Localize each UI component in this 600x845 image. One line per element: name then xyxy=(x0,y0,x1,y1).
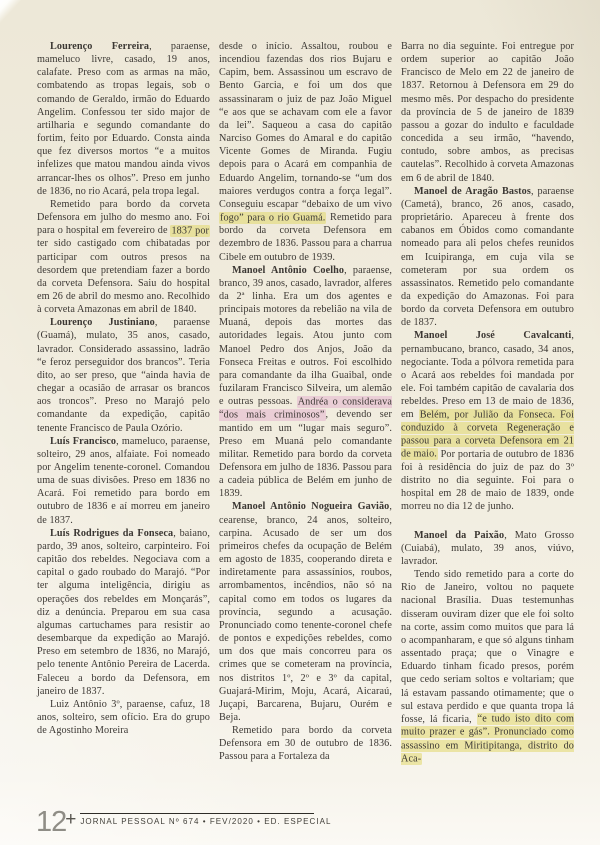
paragraph xyxy=(401,329,574,513)
text-run: , paraense (Cametá), branco, 26 anos, casado, proprietário. Apareceu à frente dos cabanos em Óbidos como comandante nomeado para ali pelos chefes reunidos em Icuipiranga, em cuja vila se cometeram por sua ordem os assassinatos. Remetido pelo comandante da expedição do Amazonas. Foi para bordo da corveta Defensora em outubro de 1837. xyxy=(401,185,574,329)
person-name: Lourenço Justiniano xyxy=(50,317,155,329)
text-run: , Mato Grosso (Cuiabá), mulato, 39 anos, viúvo, lavrador. xyxy=(401,529,575,567)
paragraph xyxy=(37,316,210,434)
paragraph xyxy=(219,724,392,763)
text-run: Luiz Antônio 3º, paraense, cafuz, 18 anos, solteiro, sem ofício. Era do grupo de Agostinho Moreira xyxy=(37,698,210,737)
text-run: desde o início. Assaltou, roubou e incendiou fazendas dos rios Bujaru e Capim, bem. Assassinou um escravo de Bento Garcia, e foi um dos que assassinaram o juiz de paz João Miguel “e aos que se achavam com ele a favor da lei”. Saqueou a casa do capitão Narciso Gomes do Amaral e do capitão Vicente Gomes de Miranda. Fugiu depois para o Acará em companhia de Eduardo Angelim, tornando-se “um dos maiores verdugos contra a força legal”. Conseguiu escapar “debaixo de um vivo xyxy=(219,41,392,210)
text-run: , mameluco, paraense, solteiro, 29 anos, alfaiate. Foi nomeado por Angelim tenente-coronel. Comandou uma de suas divisões. Preso em 1836 no Acará. Foi remetido para bordo em outubro de 1836 e aí morreu em janeiro de 1837. xyxy=(37,435,210,526)
article-columns xyxy=(37,40,574,765)
paragraph xyxy=(37,40,210,198)
person-name: Manoel José Cavalcanti xyxy=(414,330,572,342)
text-run: Por portaria de outubro de 1836 foi à residência do juiz de paz do 3º distrito no dia seguinte. Foi para o hospital em 28 de maio de 1839, onde morreu no dia 12 de junho. xyxy=(401,448,574,513)
paragraph xyxy=(219,500,392,724)
text-run: , pernambucano, branco, casado, 34 anos, negociante. Toda a pólvora remetida para o Acará aos rebeldes foi mandada por ele. Foi também capitão de cavalaria dos rebeldes. Preso em 13 de maio de 1836, em xyxy=(401,330,574,421)
person-name: Luís Francisco xyxy=(50,435,117,447)
paragraph xyxy=(401,568,574,765)
text-run: , paraense (Guamá), mulato, 35 anos, casado, lavrador. Considerado assassino, ladrão “e feroz perseguidor dos brancos”. Teria dito, ao ser preso, que “ainda havia de chegar a ocasião de arrasar os brancos aos troncos”. Preso no Marajó pelo comandante da expedição, capitão tenente Francisco de Paula Ozório. xyxy=(37,317,210,434)
page-number-plus-mark: + xyxy=(65,809,77,830)
person-name: Manoel Antônio Nogueira Gavião xyxy=(232,501,390,513)
text-run: Remetido para bordo da corveta Defensora em dezembro de 1836. Passou para a charrua Cibele em outubro de 1939. xyxy=(219,212,392,263)
paragraph xyxy=(219,40,392,264)
column-1 xyxy=(37,40,210,765)
text-run: Remetido para bordo da corveta Defensora em 30 de outubro de 1836. Passou para a Fortaleza da xyxy=(219,725,392,763)
text-run: ter sido castigado com chibatadas por participar com outros presos na desordem que pretendiam fazer a bordo da corveta Defensora. Saiu do hospital em 26 de abril do mesmo ano. Recolhido à corveta Amazonas em abril de 1840. xyxy=(37,238,210,316)
footer-journal-block xyxy=(80,813,331,826)
highlight-mark-yellow: Belém, por Julião da Fonseca. Foi conduzido à corveta Regeneração e passou para a corveta Defensora em 21 de maio. xyxy=(401,409,574,460)
text-run: , paraense, branco, 39 anos, casado, lavrador, alferes da 2ª linha. Era um dos agentes e principais motores da rebelião na vila de Muaná, depois das mortes das autoridades legais. Atou junto com Manoel Pedro dos Anjos, João da Fonseca Freitas e outros. Foi escolhido para comandante da ilha Guaibal, onde fuzilaram Francisco Silveira, um alemão e outras pessoas. xyxy=(219,264,392,408)
highlight-mark-yellow: “e tudo isto dito com muito prazer e gás”. Pronunciado como assassino em Miritipitanga, distrito do Aca- xyxy=(401,713,574,765)
person-name: Manoel Antônio Coelho xyxy=(232,264,345,276)
paragraph xyxy=(401,40,574,185)
text-run: Tendo sido remetido para a corte do Rio de Janeiro, voltou no paquete nacional Brasília. Duas testemunhas disseram ouviram dizer que ele foi solto na corte, assim como muitos que para lá o acompanharam, e que só alguns tinham assentado praça; que o Vinagre e Eduardo tinham ficado presos, porém que cedo seriam soltos e voltariam; que lá estavam passando otimamente; que o sul estava perdido e que quanta tropa lá fosse, lá ficaria, xyxy=(401,569,574,725)
person-name: Luís Rodrigues da Fonseca xyxy=(50,527,174,539)
person-name: Manoel de Aragão Bastos xyxy=(414,185,531,197)
text-run: Barra no dia seguinte. Foi entregue por ordem superior ao capitão João Francisco de Melo em 22 de janeiro de 1837. Retornou à Defensora em 29 do mesmo mês. Por despacho do presidente da província de 5 de janeiro de 1839 passou a gozar do indulto e faculdade concedida a seu irmão, “havendo, contudo, sobre ambos, as precisas cautelas”. Recolhido à corveta Amazonas em 6 de abril de 1840. xyxy=(401,41,574,184)
text-run: , devendo ser mantido em um “lugar mais seguro”. Preso em Muaná pelo comandante militar. Remetido para bordo da corveta Defensora em julho de 1836. Passou para a cadeia pública de Belém em junho de 1839. xyxy=(219,409,392,500)
paragraph xyxy=(37,527,210,698)
paragraph xyxy=(37,435,210,527)
journal-line: JORNAL PESSOAL Nº 674 • FEV/2020 • ED. ESPECIAL xyxy=(80,816,332,826)
person-name: Lourenço Ferreira xyxy=(50,41,150,52)
text-run: , cearense, branco, 24 anos, solteiro, carpina. Acusado de ser um dos primeiros chefes da ocupação de Belém em agosto de 1835, cooperando direta e indiretamente para assassínios, roubos, arrombamentos, incêndios, não só na capital como em todos os lugares da província, segundo a acusação. Pronunciado como tenente-coronel chefe de pontos e expedições rebeldes, como um dos que mais concorreu para os crimes que se cometeram na província, nos distritos 1º, 2º e 3º da capital, Guajará-Mirim, Moju, Acará, Aicaraú, Juçapi, Barcarena, Bujaru, Ourém e Beja. xyxy=(219,501,392,723)
page-number: 12 xyxy=(36,806,67,838)
paragraph xyxy=(37,198,210,316)
text-run: , baiano, pardo, 39 anos, solteiro, carpinteiro. Foi capitão dos rebeldes. Negociava com a capital o gado roubado do Marajó. “Por ter alguma inteligência, dirigiu as operações dos rebeldes em Monçarás”, diz a denúncia. Preparou em sua casa algumas cartuchames para resistir ao desembarque da expedição ao Marajó. Preso em setembro de 1836, no Marajó, pelo tenente Antônio Pereira de Lacerda. Faleceu a bordo da Defensora, em janeiro de 1837. xyxy=(37,527,210,697)
highlight-mark-yellow: 1837 por xyxy=(171,225,210,237)
paragraph xyxy=(401,529,574,568)
paragraph xyxy=(219,264,392,501)
paragraph xyxy=(401,185,574,330)
page-footer xyxy=(36,806,332,838)
person-name: Manoel da Paixão xyxy=(414,529,505,541)
column-2 xyxy=(219,40,392,765)
paragraph xyxy=(37,698,210,737)
text-run: Remetido para bordo da corveta Defensora em julho do mesmo ano. Foi para o hospital em fevereiro de xyxy=(37,198,210,237)
column-3 xyxy=(401,40,574,765)
highlight-mark-pink: Andréa o considerava “dos mais criminosos” xyxy=(219,396,392,421)
footer-rule xyxy=(80,813,314,814)
text-run: , paraense, mameluco livre, casado, 19 anos, calafate. Preso com as armas na mão, combatendo as tropas legais, sob o comando de Geraldo, irmão do Eduardo Angelim. Confessou ter sido major de artilharia e segundo comandante do fortim, feito por Eduardo. Consta ainda que fez diversos mortos “e a muitos infelizes que matou mandou ainda vivos arrancar-lhes os olhos”. Preso em junho de 1836, no rio Acará, pela tropa legal. xyxy=(37,41,211,197)
highlight-mark-yellow: fogo” para o rio Guamá. xyxy=(220,212,326,224)
